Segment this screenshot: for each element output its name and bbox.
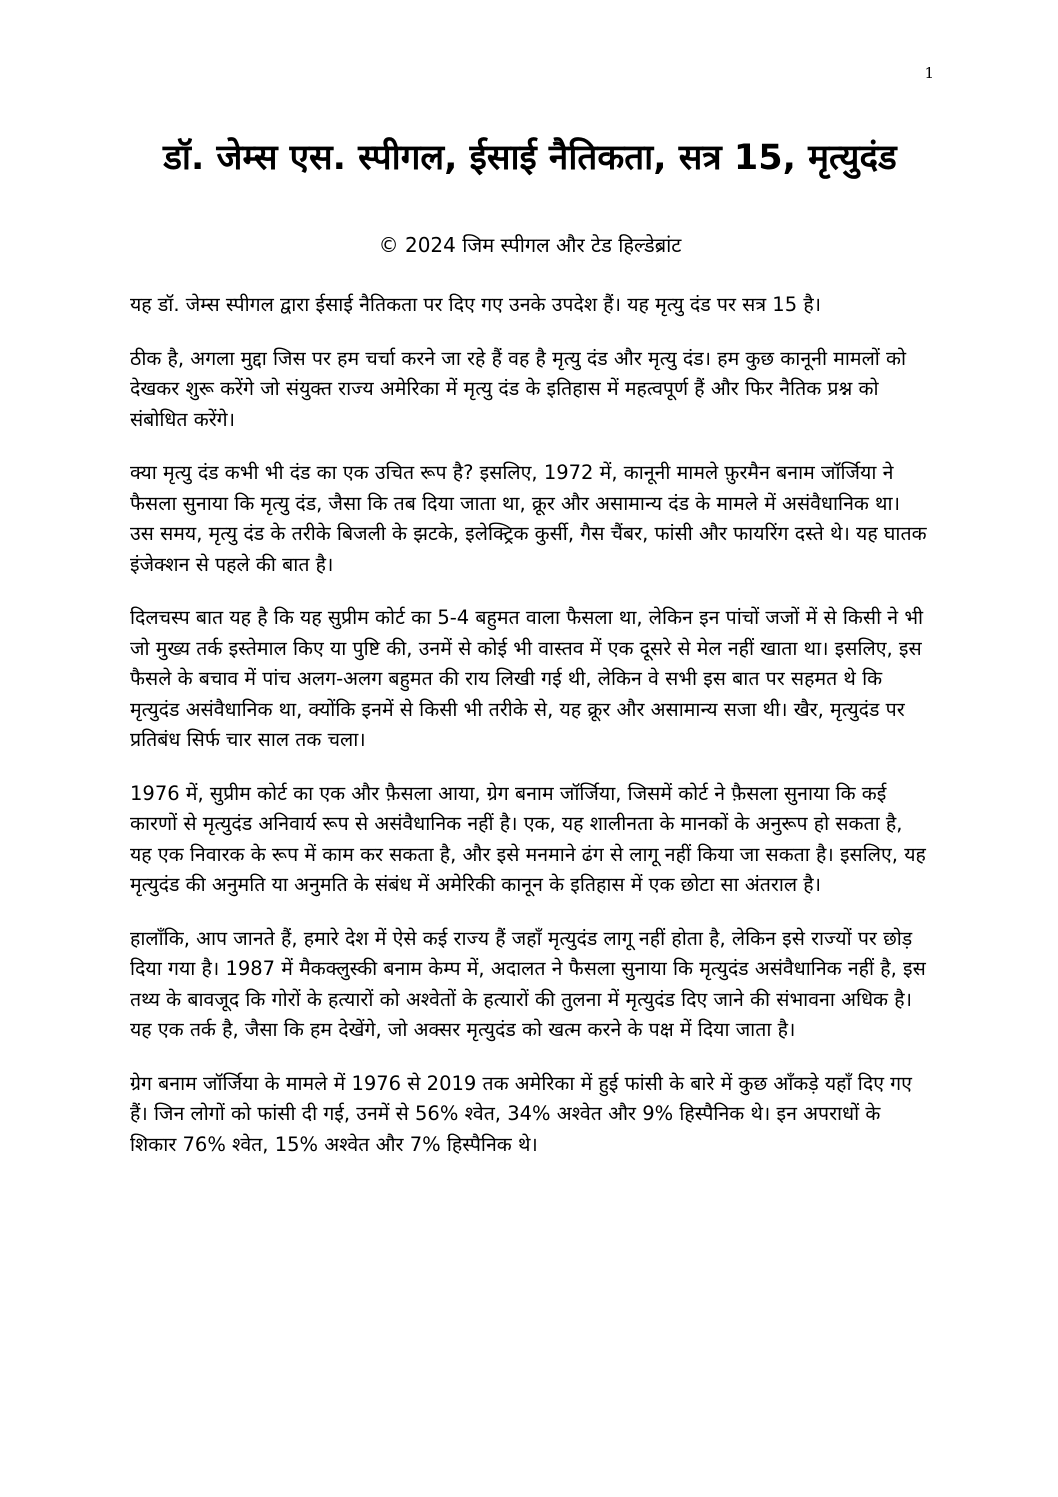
- page-number: 1: [924, 64, 934, 82]
- paragraph-topic: ठीक है, अगला मुद्दा जिस पर हम चर्चा करने जा रहे हैं वह है मृत्यु दंड और मृत्यु दंड। हम कुछ कानूनी मामलों को देखकर शुरू करेंगे जो संयुक्त राज्य अमेरिका में मृत्यु दंड के इतिहास में महत्वपूर्ण हैं और फिर नैतिक प्रश्न को संबोधित करेंगे।: [130, 346, 907, 431]
- paragraph-gregg: 1976 में, सुप्रीम कोर्ट का एक और फ़ैसला आया, ग्रेग बनाम जॉर्जिया, जिसमें कोर्ट ने फ़ैसला सुनाया कि कई कारणों से मृत्युदंड अनिवार्य रूप से असंवैधानिक नहीं है। एक, यह शालीनता के मानकों के अनुरूप हो सकता है, यह एक निवारक के रूप में काम कर सकता है, और इसे मनमाने ढंग से लागू नहीं किया जा सकता है। इसलिए, यह मृत्युदंड की अनुमति या अनुमति के संबंध में अमेरिकी कानून के इतिहास में एक छोटा सा अंतराल है।: [130, 781, 926, 896]
- paragraph-statistics: ग्रेग बनाम जॉर्जिया के मामले में 1976 से 2019 तक अमेरिका में हुई फांसी के बारे में कुछ आँकड़े यहाँ दिए गए हैं। जिन लोगों को फांसी दी गई, उनमें से 56% श्वेत, 34% अश्वेत और 9% हिस्पैनिक थे। इन अपराधों के शिकार 76% श्वेत, 15% अश्वेत और 7% हिस्पैनिक थे।: [130, 1071, 912, 1156]
- paragraph-intro: यह डॉ. जेम्स स्पीगल द्वारा ईसाई नैतिकता पर दिए गए उनके उपदेश हैं। यह मृत्यु दंड पर सत्र 15 है।: [130, 293, 822, 316]
- document-body: [130, 290, 930, 1183]
- paragraph-mccleskey: हालाँकि, आप जानते हैं, हमारे देश में ऐसे कई राज्य हैं जहाँ मृत्युदंड लागू नहीं होता है, लेकिन इसे राज्यों पर छोड़ दिया गया है। 1987 में मैकक्लुस्की बनाम केम्प में, अदालत ने फैसला सुनाया कि मृत्युदंड असंवैधानिक नहीं है, इस तथ्य के बावजूद कि गोरों के हत्यारों को अश्वेतों के हत्यारों की तुलना में मृत्युदंड दिए जाने की संभावना अधिक है। यह एक तर्क है, जैसा कि हम देखेंगे, जो अक्सर मृत्युदंड को खत्म करने के पक्ष में दिया जाता है।: [130, 926, 926, 1041]
- paragraph-majority: दिलचस्प बात यह है कि यह सुप्रीम कोर्ट का 5-4 बहुमत वाला फैसला था, लेकिन इन पांचों जजों में से किसी ने भी जो मुख्य तर्क इस्तेमाल किए या पुष्टि की, उनमें से कोई भी वास्तव में एक दूसरे से मेल नहीं खाता था। इसलिए, इस फैसले के बचाव में पांच अलग-अलग बहुमत की राय लिखी गई थी, लेकिन वे सभी इस बात पर सहमत थे कि मृत्युदंड असंवैधानिक था, क्योंकि इनमें से किसी भी तरीके से, यह क्रूर और असामान्य सजा थी। खैर, मृत्युदंड पर प्रतिबंध सिर्फ चार साल तक चला।: [130, 606, 924, 751]
- paragraph-furman: क्या मृत्यु दंड कभी भी दंड का एक उचित रूप है? इसलिए, 1972 में, कानूनी मामले फ़ुरमैन बनाम जॉर्जिया ने फैसला सुनाया कि मृत्यु दंड, जैसा कि तब दिया जाता था, क्रूर और असामान्य दंड के मामले में असंवैधानिक था। उस समय, मृत्यु दंड के तरीके बिजली के झटके, इलेक्ट्रिक कुर्सी, गैस चैंबर, फांसी और फायरिंग दस्ते थे। यह घातक इंजेक्शन से पहले की बात है।: [130, 461, 927, 576]
- document-title: डॉ. जेम्स एस. स्पीगल, ईसाई नैतिकता, सत्र 15, मृत्युदंड: [163, 138, 897, 178]
- copyright-line: © 2024 जिम स्पीगल और टेड हिल्डेब्रांट: [378, 233, 682, 257]
